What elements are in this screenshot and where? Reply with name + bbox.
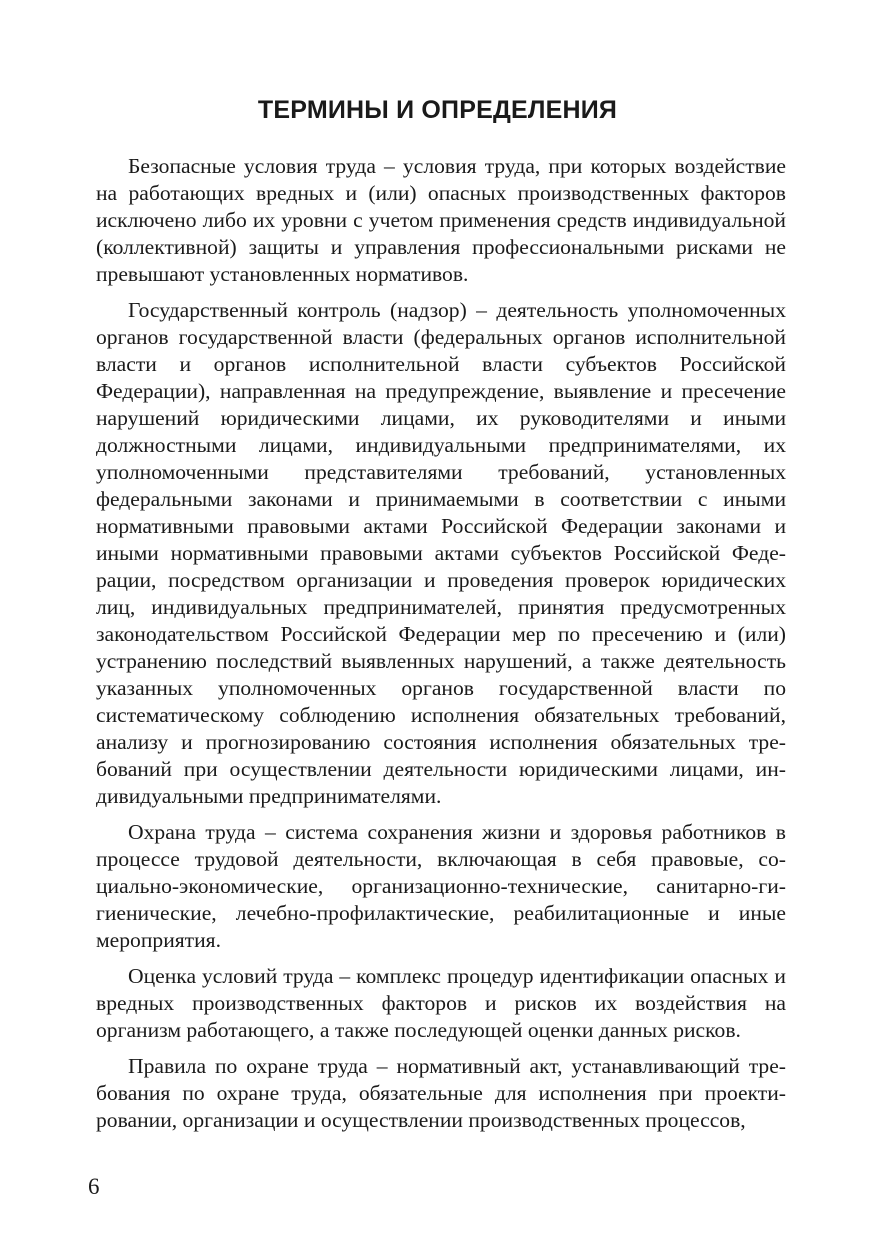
paragraph-labor-protection: Охрана труда – система сохранения жизни и здоровья работников в процессе трудовой деятельности, включающая в себя правовые, социально-экономические, организационно-технические, санитарно-гигиенические, лечебно-профилактические, реабилитационные и иные мероприятия. (96, 820, 786, 952)
body-text (96, 153, 786, 1143)
paragraph-state-control: Государственный контроль (надзор) – деятельность уполномоченных органов государственной власти (федеральных органов исполнительной власти и органов исполнительной власти субъектов Российской Федерации), направленная на предупреждение, выявление и пресечение нарушений юридическими лицами, их руководителями и иными должностными лицами, индивидуальными предпринимателями, их уполномоченными представителями требований, установленных федеральными законами и принимаемыми в соответствии с иными нормативными правовыми актами Российской Федерации законами и иными нормативными правовыми актами субъектов Российской Федерации, посредством организации и проведения проверок юридических лиц, индивидуальных предпринимателей, принятия предусмотренных законодательством Российской Федерации мер по пресечению и (или) устранению последствий выявленных нарушений, а также деятельность указанных уполномоченных органов государственной власти по систематическому соблюдению исполнения обязательных требований, анализу и прогнозированию состояния исполнения обязательных требований при осуществлении деятельности юридическими лицами, индивидуальными предпринимателями. (96, 298, 786, 808)
paragraph-conditions-assessment: Оценка условий труда – комплекс процедур идентификации опасных и вредных производственных факторов и рисков их воздействия на организм работающего, а также последующей оценки данных рисков. (96, 964, 786, 1042)
page-title: ТЕРМИНЫ И ОПРЕДЕЛЕНИЯ (257, 96, 618, 124)
page-number: 6 (88, 1174, 100, 1199)
paragraph-safe-conditions: Безопасные условия труда – условия труда, при которых воздействие на работающих вредных и (или) опасных производственных факторов исключено либо их уровни с учетом применения средств индивидуальной (коллективной) защиты и управления профессиональными рисками не превышают установленных нормативов. (96, 154, 786, 286)
paragraph-labor-protection-rules: Правила по охране труда – нормативный акт, устанавливающий требования по охране труда, обязательные для исполнения при проектировании, организации и осуществлении производственных процессов, (96, 1054, 786, 1132)
